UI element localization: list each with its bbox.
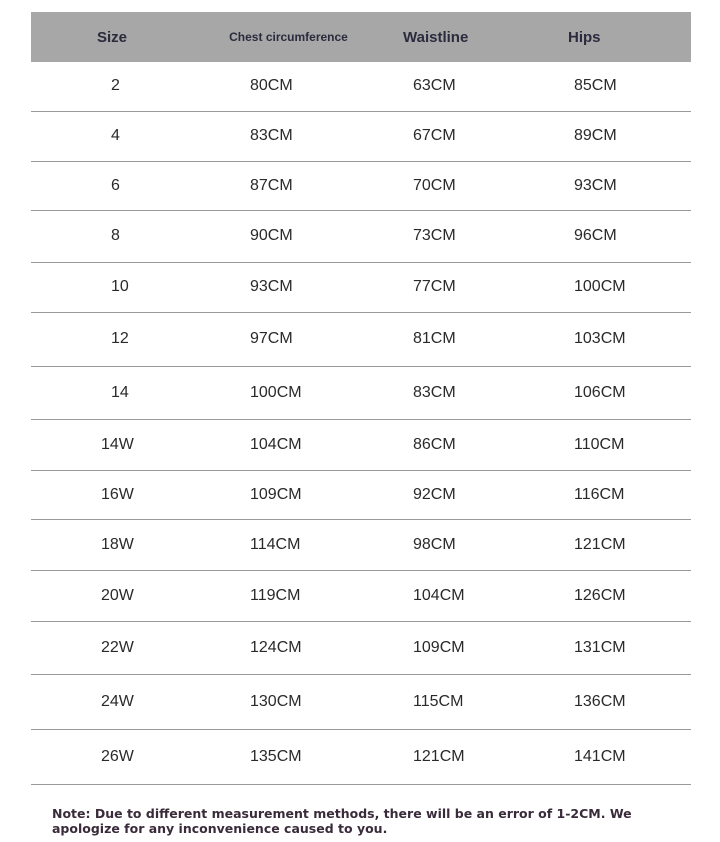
waist-cell: 121CM — [361, 729, 526, 784]
waist-cell: 92CM — [361, 470, 526, 519]
waist-cell: 98CM — [361, 519, 526, 570]
size-cell: 8 — [31, 210, 196, 262]
table-row — [31, 312, 691, 366]
waist-cell: 70CM — [361, 161, 526, 210]
chest-cell: 109CM — [196, 470, 361, 519]
table-header — [31, 12, 691, 62]
chest-cell: 130CM — [196, 674, 361, 729]
size-cell: 6 — [31, 161, 196, 210]
hips-cell: 116CM — [526, 470, 691, 519]
hips-cell: 100CM — [526, 262, 691, 312]
hips-cell: 85CM — [526, 62, 691, 111]
chest-cell: 104CM — [196, 419, 361, 470]
size-cell: 20W — [31, 570, 196, 621]
waist-cell: 109CM — [361, 621, 526, 674]
table-row — [31, 729, 691, 784]
waist-cell: 86CM — [361, 419, 526, 470]
chest-cell: 119CM — [196, 570, 361, 621]
hips-cell: 136CM — [526, 674, 691, 729]
size-cell: 26W — [31, 729, 196, 784]
hips-cell: 106CM — [526, 366, 691, 419]
chest-cell: 97CM — [196, 312, 361, 366]
table-row — [31, 161, 691, 210]
table-row — [31, 111, 691, 161]
chest-cell: 114CM — [196, 519, 361, 570]
hips-cell: 131CM — [526, 621, 691, 674]
waist-cell: 81CM — [361, 312, 526, 366]
size-cell: 4 — [31, 111, 196, 161]
size-chart-table — [31, 12, 691, 785]
chest-cell: 83CM — [196, 111, 361, 161]
hips-cell: 126CM — [526, 570, 691, 621]
measurement-note: Note: Due to different measurement methods, there will be an error of 1-2CM. We apologize for any inconvenience caused to you. — [52, 806, 632, 836]
waist-cell: 63CM — [361, 62, 526, 111]
hips-cell: 89CM — [526, 111, 691, 161]
hips-cell: 110CM — [526, 419, 691, 470]
hips-cell: 93CM — [526, 161, 691, 210]
chest-cell: 80CM — [196, 62, 361, 111]
table-row — [31, 674, 691, 729]
size-cell: 14 — [31, 366, 196, 419]
hips-cell: 96CM — [526, 210, 691, 262]
chest-cell: 87CM — [196, 161, 361, 210]
waist-cell: 77CM — [361, 262, 526, 312]
waist-cell: 115CM — [361, 674, 526, 729]
size-cell: 24W — [31, 674, 196, 729]
hips-cell: 141CM — [526, 729, 691, 784]
chest-cell: 124CM — [196, 621, 361, 674]
size-cell: 10 — [31, 262, 196, 312]
table-row — [31, 570, 691, 621]
table-body — [31, 62, 691, 784]
size-cell: 14W — [31, 419, 196, 470]
size-cell: 2 — [31, 62, 196, 111]
waist-cell: 67CM — [361, 111, 526, 161]
table-row — [31, 519, 691, 570]
chest-cell: 90CM — [196, 210, 361, 262]
chest-cell: 93CM — [196, 262, 361, 312]
waist-cell: 73CM — [361, 210, 526, 262]
column-header-size: Size — [97, 28, 128, 46]
size-cell: 16W — [31, 470, 196, 519]
size-cell: 12 — [31, 312, 196, 366]
column-header-waist: Waistline — [403, 28, 469, 46]
table-row — [31, 419, 691, 470]
table-row — [31, 62, 691, 111]
waist-cell: 83CM — [361, 366, 526, 419]
size-cell: 18W — [31, 519, 196, 570]
table-row — [31, 470, 691, 519]
table-row — [31, 366, 691, 419]
hips-cell: 103CM — [526, 312, 691, 366]
table-row — [31, 621, 691, 674]
table-row — [31, 210, 691, 262]
header-row — [31, 12, 691, 62]
size-cell: 22W — [31, 621, 196, 674]
chest-cell: 100CM — [196, 366, 361, 419]
column-header-hips: Hips — [568, 28, 601, 46]
waist-cell: 104CM — [361, 570, 526, 621]
column-header-chest: Chest circumference — [229, 30, 348, 44]
chest-cell: 135CM — [196, 729, 361, 784]
table-row — [31, 262, 691, 312]
hips-cell: 121CM — [526, 519, 691, 570]
